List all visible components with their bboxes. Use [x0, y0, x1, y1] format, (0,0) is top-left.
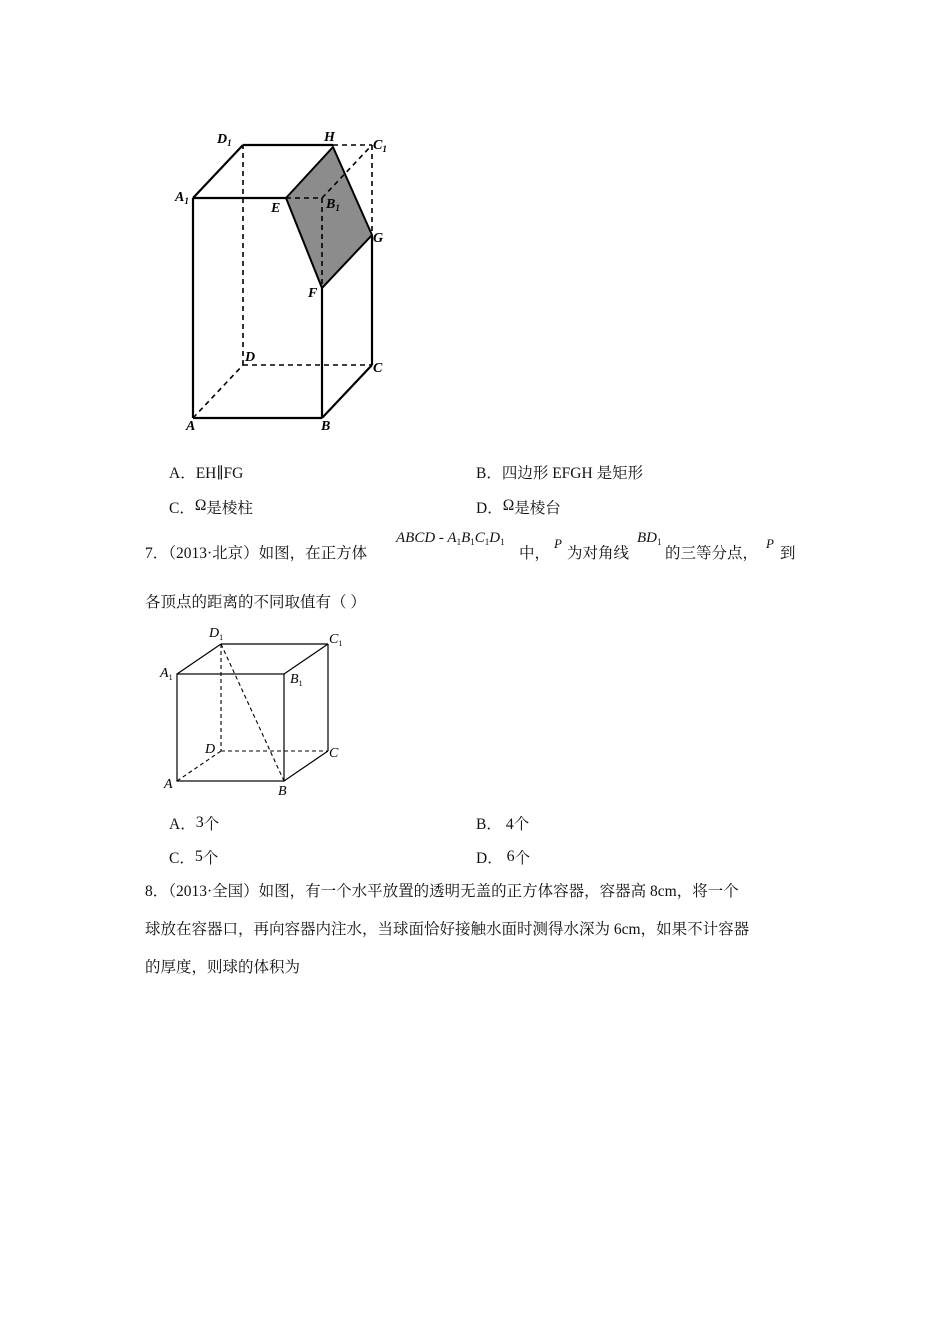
- cube-label-b1: $B_1$: [290, 672, 303, 688]
- prism-figure: [160, 120, 420, 440]
- cube-label-c1: $C_1$: [329, 632, 343, 648]
- label-h: H: [324, 130, 335, 145]
- label-d: D: [245, 350, 256, 365]
- label-c: C: [373, 361, 383, 376]
- q7-option-a[interactable]: A．3个: [169, 814, 220, 833]
- q7-text-to: 到: [780, 545, 796, 562]
- q8-stem-line1: 8．（2013·全国）如图，有一个水平放置的透明无盖的正方体容器，容器高 8cm，将一个: [145, 883, 739, 900]
- q8-stem-line3: 的厚度，则球的体积为: [145, 959, 301, 976]
- label-f: F: [308, 286, 318, 301]
- q7-stem-line2: 各顶点的距离的不同取值有（ ）: [145, 594, 366, 611]
- q6-option-c[interactable]: C．Ω是棱柱: [169, 497, 253, 517]
- cube-label-c: C: [329, 746, 339, 761]
- q7-option-d[interactable]: D． 6个: [476, 848, 531, 867]
- cube-label-a: A: [164, 777, 173, 792]
- q6-option-a[interactable]: A．EH∥FG: [169, 465, 244, 482]
- q6-option-b[interactable]: B．四边形 EFGH 是矩形: [476, 465, 644, 482]
- q7-option-c[interactable]: C．5个: [169, 848, 219, 867]
- q8-stem-line2: 球放在容器口，再向容器内注水，当球面恰好接触水面时测得水深为 6cm，如果不计容器: [145, 921, 750, 938]
- label-a1: $A_1$: [175, 190, 189, 206]
- q7-option-b[interactable]: B． 4个: [476, 816, 530, 833]
- label-a: A: [186, 419, 196, 434]
- label-g: G: [373, 231, 384, 246]
- label-e: E: [271, 201, 281, 216]
- cube-figure: [155, 620, 355, 800]
- q7-stem-line1: 7．（2013·北京）如图，在正方体: [145, 545, 368, 562]
- label-d1: $D_1$: [217, 132, 232, 148]
- cube-label-d1: $D_1$: [209, 626, 224, 642]
- q7-point-p2: P: [766, 536, 774, 551]
- q7-text-diagonal: 为对角线: [567, 545, 630, 562]
- label-b1: $B_1$: [326, 197, 340, 213]
- label-c1: $C_1$: [373, 138, 387, 154]
- q7-cube-name: ABCD - $A_1B_1C_1D_1$: [396, 530, 505, 547]
- cube-label-d: D: [205, 742, 216, 757]
- q7-text-trisect: 的三等分点，: [665, 545, 759, 562]
- q7-point-p: P: [554, 536, 562, 551]
- label-b: B: [321, 419, 331, 434]
- cube-label-b: B: [278, 784, 287, 799]
- cube-label-a1: $A_1$: [160, 666, 173, 682]
- q7-text-mid: 中，: [519, 545, 551, 562]
- q6-option-d[interactable]: D．Ω是棱台: [476, 497, 561, 517]
- shaded-quadrilateral-efgh: [286, 147, 372, 288]
- q7-segment-bd1: $BD_1$: [637, 530, 662, 547]
